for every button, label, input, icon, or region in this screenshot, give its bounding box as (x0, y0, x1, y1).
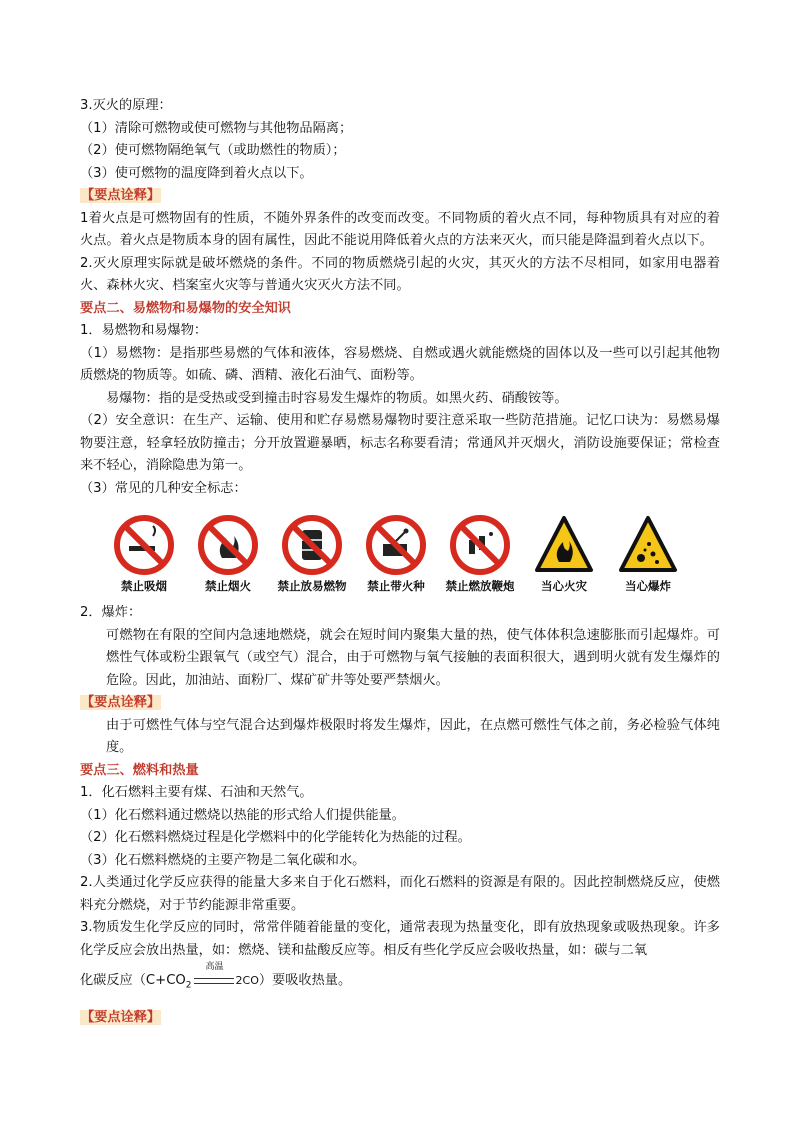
paragraph: 2.人类通过化学反应获得的能量大多来自于化石燃料，而化石燃料的资源是有限的。因此控制燃烧反应，使燃料充分燃烧，对于节约能源非常重要。 (80, 875, 720, 913)
sub-heading: 1．化石燃料主要有煤、石油和天然气。 (80, 785, 313, 800)
equation-line (80, 962, 720, 997)
no-fire-sign (190, 514, 266, 594)
equals-sign (194, 978, 234, 984)
reaction-arrow (192, 962, 236, 993)
list-item: （2）化石燃料燃烧过程是化学燃料中的化学能转化为热能的过程。 (80, 830, 471, 845)
no-kindling-sign (358, 514, 434, 594)
sign-label: 禁止烟火 (205, 579, 251, 593)
paragraph: （1）易燃物：是指那些易燃的气体和液体，容易燃烧、自燃或遇火就能燃烧的固体以及一些可以引起其他物质燃烧的物质等。如硫、磷、酒精、液化石油气、面粉等。 (80, 345, 720, 383)
list-item: （3）使可燃物的温度降到着火点以下。 (80, 165, 313, 181)
barrel-icon (281, 514, 343, 576)
equation-product: 2CO (235, 974, 259, 987)
explosion-warning-icon (617, 514, 679, 576)
section-title: 3.灭火的原理： (80, 98, 172, 113)
sign-label: 禁止放易燃物 (277, 579, 347, 593)
explosion-warning-sign (610, 514, 686, 594)
paragraph: 3.物质发生化学反应的同时，常常伴随着能量的变化，通常表现为热量变化，即有放热现象或吸热现象。许多化学反应会放出热量，如：燃烧、镁和盐酸反应等。相反有些化学反应会吸收热量，如：碳与二氧 (80, 920, 720, 958)
subscript: 2 (185, 980, 192, 991)
sign-label: 禁止吸烟 (121, 579, 167, 593)
equation-prefix: 化碳反应（C+CO (80, 973, 186, 988)
equation-suffix: ）要吸收热量。 (258, 973, 352, 988)
paragraph: （3）常见的几种安全标志： (80, 480, 247, 496)
section-heading: 要点三、燃料和热量 (80, 762, 199, 778)
paragraph: 易爆物：指的是受热或受到撞击时容易发生爆炸的物质。如黑火药、硝酸铵等。 (106, 390, 568, 406)
fire-warning-icon (533, 514, 595, 576)
no-smoking-sign (106, 514, 182, 594)
paragraph: 可燃物在有限的空间内急速地燃烧，就会在短时间内聚集大量的热，使气体体积急速膨胀而引起爆炸。可燃性气体或粉尘跟氧气（或空气）混合，由于可燃物与氧气接触的表面积很大，遇到明火就有发生爆炸的危险。因此，加油站、面粉厂、煤矿矿井等处要严禁烟火。 (106, 627, 720, 688)
list-item: （3）化石燃料燃烧的主要产物是二氧化碳和水。 (80, 852, 366, 868)
list-item: （1）清除可燃物或使可燃物与其他物品隔离； (80, 120, 353, 136)
matchbox-icon (365, 514, 427, 576)
section-heading: 要点二、易燃物和易爆物的安全知识 (80, 300, 291, 316)
no-smoking-icon (113, 514, 175, 576)
paragraph: （2）安全意识：在生产、运输、使用和贮存易燃易爆物时要注意采取一些防范措施。记忆口诀为：易燃易爆物要注意，轻拿轻放防撞击；分开放置避暴晒，标志名称要看清；常通风并灭烟火，消防设施要保证；常检查来不轻心，消除隐患为第一。 (80, 413, 720, 473)
no-firecrackers-sign (442, 514, 518, 594)
paragraph: 1着火点是可燃物固有的性质，不随外界条件的改变而改变。不同物质的着火点不同，每种物质具有对应的着火点。着火点是物质本身的固有属性，因此不能说用降低着火点的方法来灭火，而只能是降温到着火点以下。 (80, 210, 720, 248)
note-tag: 【要点诠释】 (81, 695, 161, 710)
list-item: （1）化石燃料通过燃烧以热能的形式给人们提供能量。 (80, 807, 405, 823)
no-flame-icon (197, 514, 259, 576)
sign-label: 禁止燃放鞭炮 (445, 579, 515, 593)
list-item: （2）使可燃物隔绝氧气（或助燃性的物质）； (80, 143, 346, 158)
note-tag: 【要点诠释】 (81, 188, 161, 203)
no-flammables-sign (274, 514, 350, 594)
note-tag: 【要点诠释】 (81, 1010, 161, 1026)
paragraph: 由于可燃性气体与空气混合达到爆炸极限时将发生爆炸，因此，在点燃可燃性气体之前，务必检验气体纯度。 (106, 717, 720, 755)
sign-label: 禁止带火种 (367, 579, 425, 593)
safety-signs (106, 514, 720, 594)
sub-heading: 2．爆炸： (80, 605, 142, 620)
paragraph: 2.灭火原理实际就是破坏燃烧的条件。不同的物质燃烧引起的火灾，其灭火的方法不尽相同，如家用电器着火、森林火灾、档案室火灾等与普通火灾灭火方法不同。 (80, 255, 720, 293)
sub-heading: 1．易燃物和易爆物： (80, 323, 208, 338)
sign-label: 当心火灾 (541, 579, 587, 593)
sign-label: 当心爆炸 (625, 579, 671, 593)
reaction-condition: 高温 (205, 962, 224, 972)
firecracker-icon (449, 514, 511, 576)
fire-warning-sign (526, 514, 602, 594)
document-page (80, 95, 720, 1030)
